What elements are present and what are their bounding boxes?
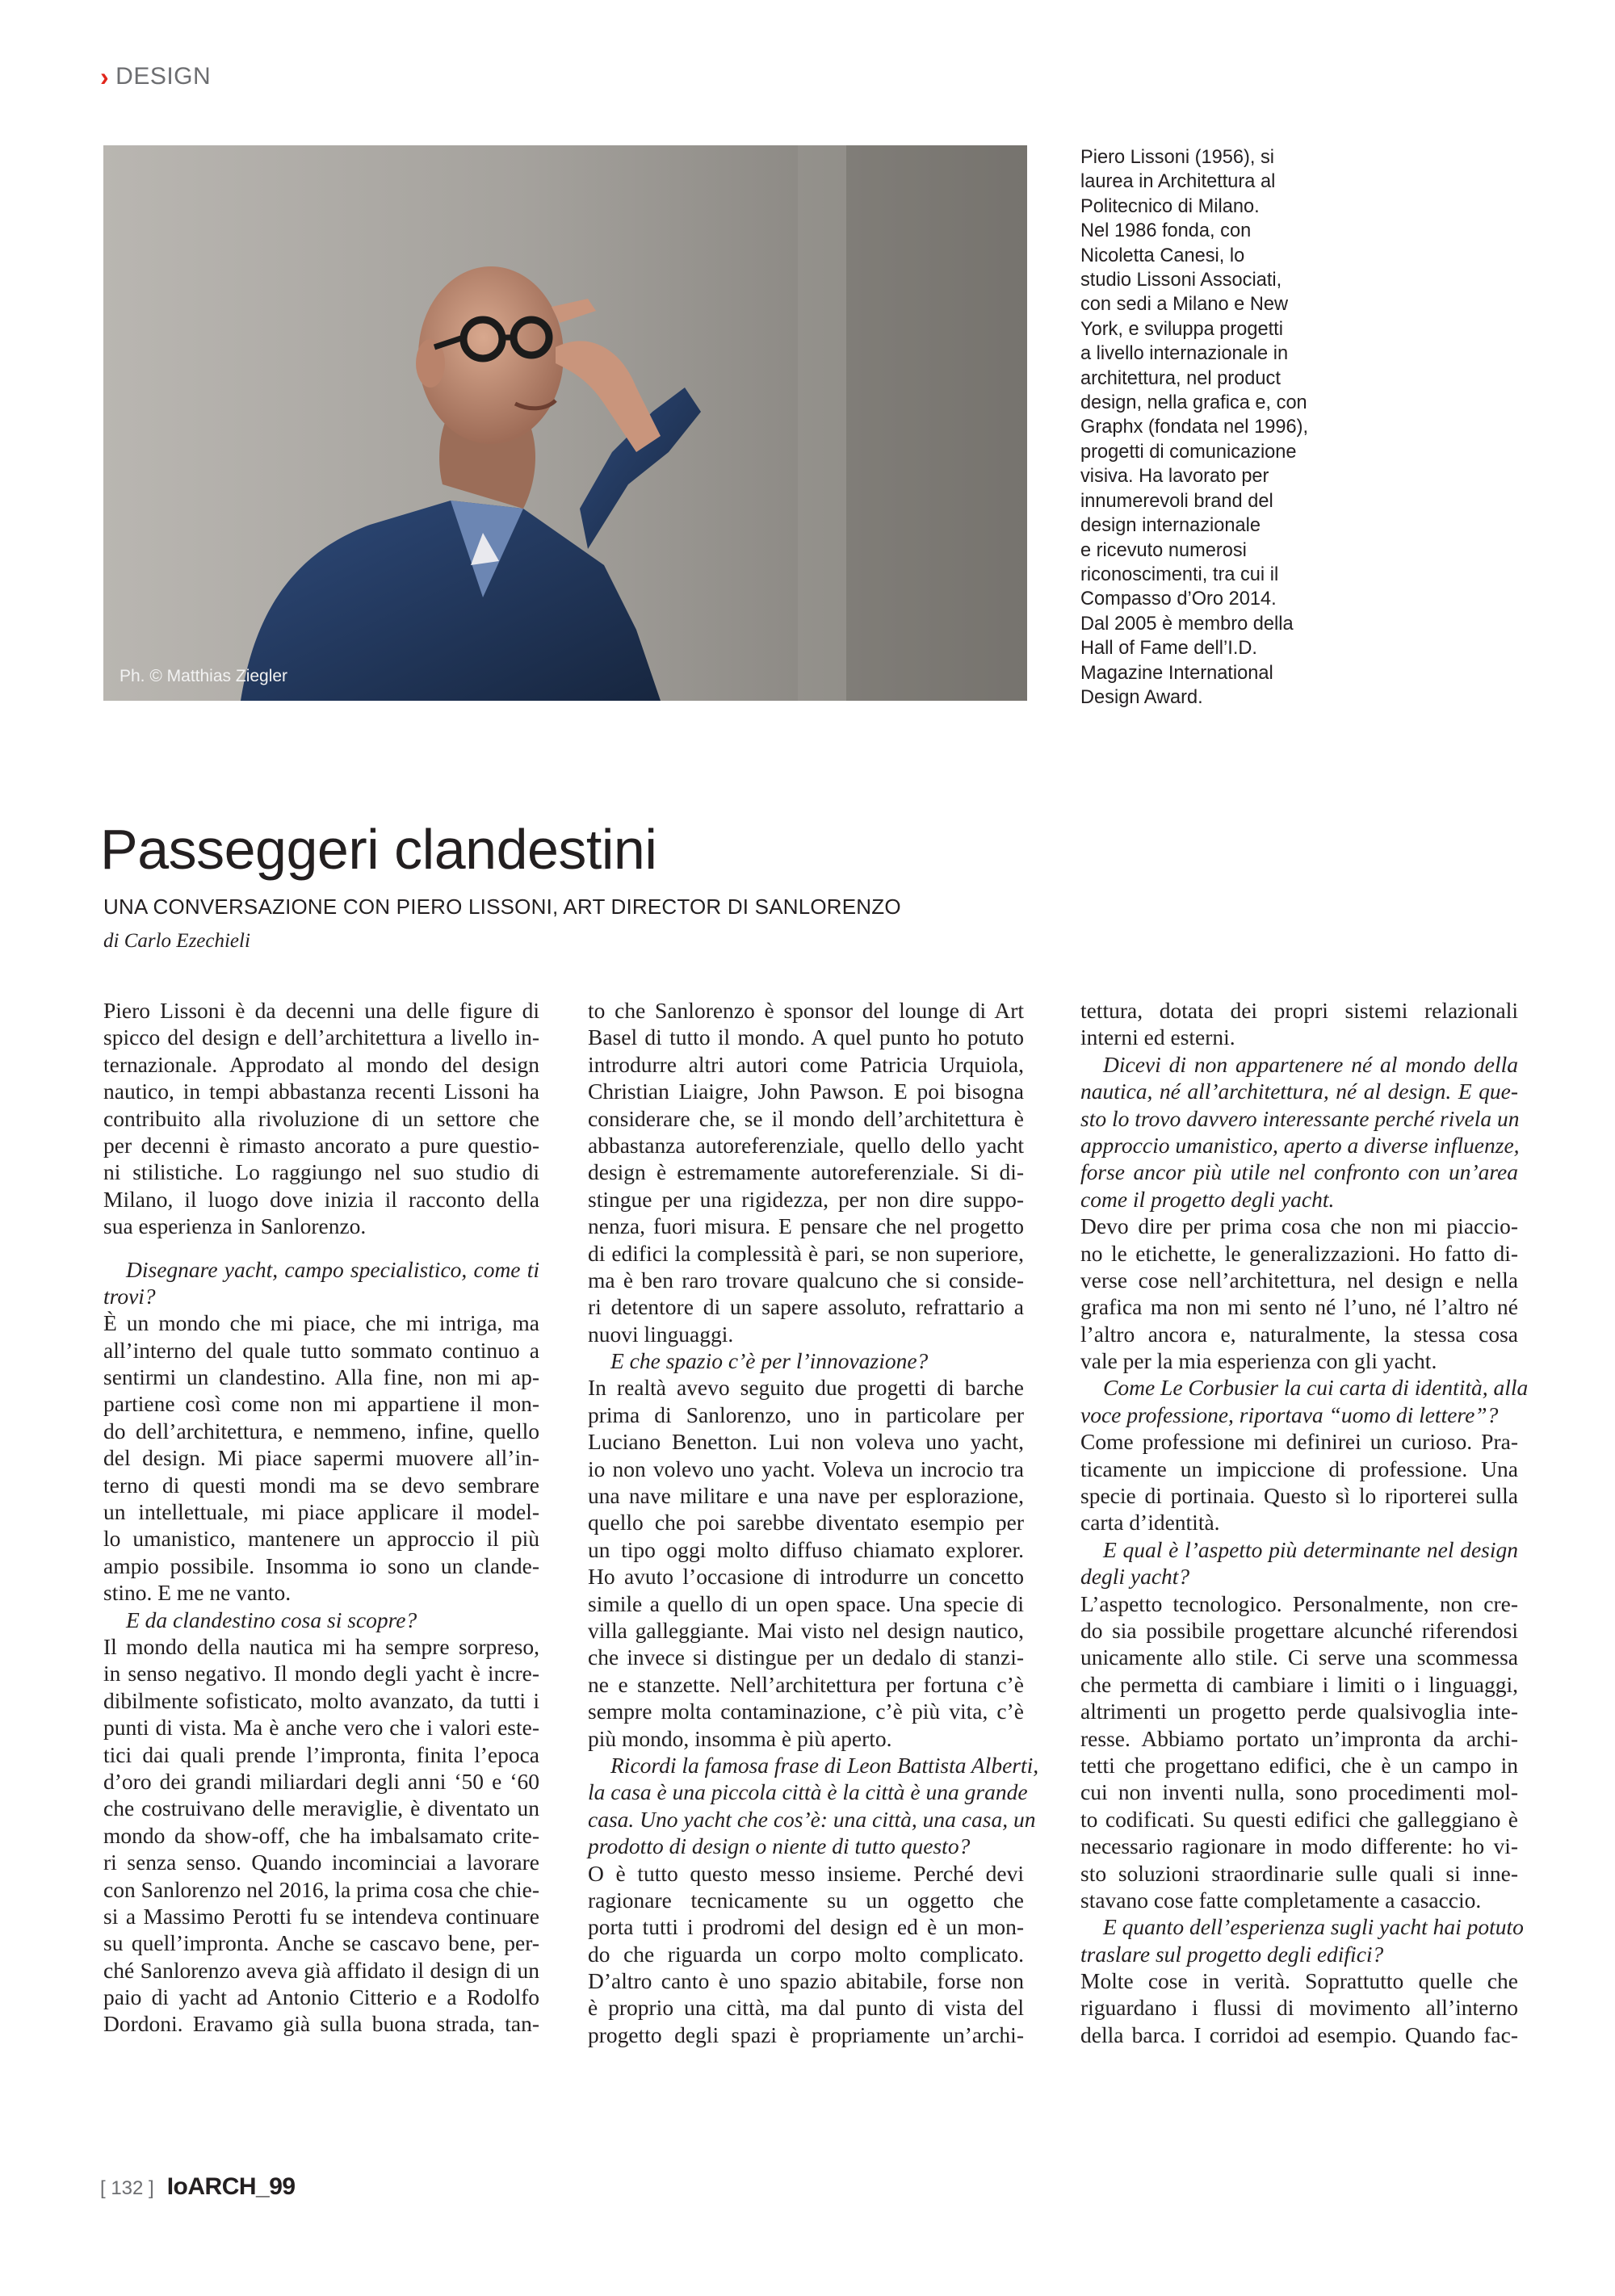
body-line: ampio possibile. Insomma io sono un clande- (103, 1552, 539, 1578)
question-line: voce professione, riportava “uomo di lettere”? (1080, 1401, 1499, 1427)
body-line: dibilmente sofisticato, molto avanzato, da tutti i (103, 1687, 539, 1713)
body-line: vale per la mia esperienza con gli yacht. (1080, 1348, 1437, 1374)
bio-line: Graphx (fondata nel 1996), (1080, 417, 1308, 438)
body-line: punti di vista. Ma è anche vero che i valori este- (103, 1715, 539, 1741)
body-line: di edifici la complessità è pari, se non superiore, (588, 1240, 1024, 1266)
body-line: do dell’architettura, e nemmeno, infine, quello (103, 1418, 539, 1443)
question-line: sto lo trovo davvero interessante perché rivela un (1080, 1105, 1520, 1131)
question-line: come il progetto degli yacht. (1080, 1186, 1335, 1212)
body-line: tettura, dotata dei propri sistemi relazionali (1080, 998, 1518, 1023)
body-line: ticamente un impiccione di professione. Una (1080, 1456, 1518, 1481)
bio-line: a livello internazionale in (1080, 343, 1289, 365)
body-line: Dordoni. Eravamo già sulla buona strada, tan- (103, 2011, 539, 2037)
bio-line: Design Award. (1080, 686, 1203, 708)
bio-line: Nel 1986 fonda, con (1080, 220, 1252, 242)
bio-line: laurea in Architettura al (1080, 171, 1276, 193)
question-line: E qual è l’aspetto più determinante nel design (1103, 1536, 1518, 1562)
text-column-2 (588, 997, 1039, 2048)
body-line: villa galleggiante. Mai visto nel design nautico, (588, 1617, 1024, 1643)
bio-line: visiva. Ha lavorato per (1080, 466, 1269, 488)
bio-line: Piero Lissoni (1956), si (1080, 147, 1274, 168)
question-line: approccio umanistico, aperto a diverse influenze, (1080, 1132, 1520, 1158)
text-column-1 (103, 997, 539, 2038)
body-line: to codificati. Su questi edifici che galleggiano è (1080, 1806, 1518, 1832)
section-label (100, 63, 211, 90)
body-line: quello che poi sarebbe diventato esempio per (588, 1510, 1024, 1536)
bio-line: design internazionale (1080, 515, 1261, 537)
body-line: tici dai quali prende l’impronta, finita l’epoca (103, 1741, 539, 1767)
question-line: traslare sul progetto degli edifici? (1080, 1941, 1384, 1967)
body-line: su quell’impronta. Anche se cascavo bene, per- (103, 1930, 539, 1956)
body-line: che invece si distingue per un dedalo di stanzi- (588, 1644, 1024, 1670)
bio-line: studio Lissoni Associati, (1080, 270, 1282, 291)
page-number: [ 132 ] (100, 2177, 154, 2199)
body-line: Basel di tutto il mondo. A quel punto ho potuto (588, 1024, 1024, 1050)
body-line: prima di Sanlorenzo, uno in particolare per (588, 1401, 1024, 1427)
bio-line: riconoscimenti, tra cui il (1080, 564, 1279, 585)
bio-line: Politecnico di Milano. (1080, 195, 1260, 217)
question-line: trovi? (103, 1283, 156, 1309)
body-line: d’oro dei grandi miliardari degli anni ‘50 e ‘60 (103, 1768, 539, 1794)
question-line: E da clandestino cosa si scopre? (126, 1607, 417, 1632)
bio-line: con sedi a Milano e New (1080, 294, 1289, 316)
body-line: considerare che, se il mondo dell’architettura è (588, 1105, 1024, 1131)
body-line: lo umanistico, mantenere un approccio il più (103, 1526, 539, 1552)
body-line: Come professione mi definirei un curioso. Pra- (1080, 1429, 1518, 1455)
body-line: L’aspetto tecnologico. Personalmente, non cre- (1080, 1590, 1518, 1616)
body-line: partiene così come non mi appartiene il mon- (103, 1391, 539, 1417)
body-line: terno di questi mondi ma se devo sembrare (103, 1472, 539, 1498)
body-line: io non volevo uno yacht. Voleva un incrocio tra (588, 1456, 1024, 1481)
bio-line: Nicoletta Canesi, lo (1080, 245, 1245, 266)
body-line: O è tutto questo messo insieme. Perché devi (588, 1860, 1024, 1886)
bio-line: Compasso d’Oro 2014. (1080, 589, 1277, 610)
body-line: stavano cose fatte completamente a casaccio. (1080, 1887, 1482, 1913)
bio-line: innumerevoli brand del (1080, 490, 1273, 512)
body-line: In realtà avevo seguito due progetti di barche (588, 1375, 1024, 1401)
body-line: grafica ma non mi sento né l’uno, né l’altro né (1080, 1294, 1518, 1320)
question-line: Dicevi di non appartenere né al mondo della (1103, 1051, 1518, 1077)
chevron-right-icon: › (100, 62, 110, 91)
body-line: riguardano i flussi di movimento all’interno (1080, 1995, 1518, 2021)
bio-line: e ricevuto numerosi (1080, 539, 1247, 561)
body-line: ni stilistiche. Lo raggiungo nel suo studio di (103, 1159, 539, 1185)
body-line: Il mondo della nautica mi ha sempre sorpreso, (103, 1633, 539, 1659)
body-line: l’altro ancora e, naturalmente, la stessa cosa (1080, 1321, 1518, 1347)
body-line: contribuito alla rivoluzione di un settore che (103, 1105, 539, 1131)
section-label-text: DESIGN (115, 63, 212, 90)
body-line: ché Sanlorenzo aveva già affidato il design di un (103, 1957, 539, 1983)
body-line: D’altro canto è uno spazio abitabile, forse non (588, 1968, 1024, 1994)
body-line: nuovi linguaggi. (588, 1321, 734, 1347)
body-line: ternazionale. Approdato al mondo del design (103, 1051, 539, 1077)
body-line: to che Sanlorenzo è sponsor del lounge di Art (588, 998, 1024, 1023)
body-line: necessario ragionare in modo differente: ho vi- (1080, 1833, 1518, 1859)
question-line: casa. Uno yacht che cos’è: una città, una casa, un (588, 1806, 1036, 1832)
body-line: nenza, fuori misura. E pensare che nel progetto (588, 1213, 1024, 1239)
body-line: cui non inventi nulla, sono procedimenti mol- (1080, 1779, 1518, 1805)
body-line: stino. E me ne vanto. (103, 1580, 292, 1606)
body-line: ri detentore di un sapere assoluto, refrattario a (588, 1294, 1024, 1320)
body-line: sempre molta contaminazione, c’è più vita, c’è (588, 1699, 1024, 1724)
portrait-illustration (103, 145, 1027, 701)
body-line: Christian Liaigre, John Pawson. E poi bisogna (588, 1079, 1024, 1104)
body-line: Molte cose in verità. Soprattutto quelle che (1080, 1968, 1518, 1994)
article-byline: di Carlo Ezechieli (103, 930, 250, 952)
page-footer (100, 2173, 296, 2201)
body-line: progetto degli spazi è propriamente un’archi- (588, 2022, 1024, 2047)
body-line: della barca. I corridoi ad esempio. Quando fac- (1080, 2022, 1518, 2047)
body-line: do sia possibile progettare alcunché riferendosi (1080, 1617, 1518, 1643)
portrait-photo (103, 145, 1027, 701)
bio-line: design, nella grafica e, con (1080, 392, 1307, 414)
question-line: prodotto di design o niente di tutto questo? (588, 1833, 971, 1859)
body-line: ri senza senso. Quando incominciai a lavorare (103, 1850, 539, 1875)
body-line: stingue per una rigidezza, per non dire suppo- (588, 1186, 1024, 1212)
body-line: all’interno del quale tutto sommato continuo a (103, 1337, 539, 1363)
body-line: abbastanza autoreferenziale, quello dello yacht (588, 1132, 1024, 1158)
body-line: Milano, il luogo dove inizia il racconto della (103, 1186, 539, 1212)
body-line: più mondo, insomma è più aperto. (588, 1725, 892, 1751)
body-line: che costruivano delle meraviglie, è diventato un (103, 1795, 539, 1821)
photo-credit: Ph. © Matthias Ziegler (120, 667, 288, 685)
bio-line: Hall of Fame dell’I.D. (1080, 638, 1257, 660)
body-line: un intellettuale, mi piace applicare il model- (103, 1499, 539, 1525)
body-line: ne e stanzette. Nell’architettura per fortuna c’è (588, 1671, 1024, 1697)
question-line: E quanto dell’esperienza sugli yacht hai potuto (1103, 1914, 1524, 1940)
body-line: un tipo oggi molto diffuso chiamato explorer. (588, 1536, 1024, 1562)
body-line: simile a quello di un open space. Una specie di (588, 1590, 1024, 1616)
body-line: è proprio una città, ma dal punto di vista del (588, 1995, 1024, 2021)
body-line: interni ed esterni. (1080, 1024, 1235, 1050)
text-column-3 (1080, 997, 1529, 2048)
body-line: sentirmi un clandestino. Alla fine, non mi ap- (103, 1364, 539, 1390)
body-line: unicamente allo stile. Ci serve una scommessa (1080, 1644, 1518, 1670)
body-line: resse. Abbiamo portato un’impronta da archi- (1080, 1725, 1518, 1751)
body-line: spicco del design e dell’architettura a livello in- (103, 1024, 539, 1050)
body-line: porta tutti i prodromi del design ed è un mon- (588, 1914, 1024, 1940)
body-line: no le etichette, le generalizzazioni. Ho fatto di- (1080, 1240, 1518, 1266)
question-line: forse ancor più utile nel confronto con un’area (1080, 1159, 1518, 1185)
magazine-issue: IoARCH_99 (166, 2173, 296, 2200)
body-line: tetti che progettano edifici, che è un campo in (1080, 1752, 1518, 1778)
body-line: si a Massimo Perotti fu se intendeva continuare (103, 1903, 539, 1929)
question-line: nautica, né all’architettura, né al design. E que- (1080, 1079, 1518, 1104)
body-line: ma è ben raro trovare qualcuno che si conside- (588, 1267, 1024, 1293)
question-line: Come Le Corbusier la cui carta di identità, alla (1103, 1375, 1529, 1401)
body-line: sto soluzioni straordinarie sulle quali si inne- (1080, 1860, 1518, 1886)
question-line: degli yacht? (1080, 1564, 1190, 1590)
bio-line: progetti di comunicazione (1080, 441, 1297, 463)
author-bio (1080, 145, 1339, 710)
body-line: Devo dire per prima cosa che non mi piaccio- (1080, 1213, 1518, 1239)
body-line: paio di yacht ad Antonio Citterio e a Rodolfo (103, 1984, 539, 2010)
body-line (103, 1240, 539, 1256)
body-line: È un mondo che mi piace, che mi intriga, ma (103, 1310, 539, 1336)
body-line: do che riguarda un corpo molto complicato. (588, 1941, 1024, 1967)
body-line: che permetta di cambiare i limiti o i linguaggi, (1080, 1671, 1518, 1697)
body-line: verse cose nell’architettura, nel design e nella (1080, 1267, 1518, 1293)
body-line: sua esperienza in Sanlorenzo. (103, 1213, 367, 1239)
article-subtitle: UNA CONVERSAZIONE CON PIERO LISSONI, ART DIRECTOR DI SANLORENZO (103, 895, 901, 919)
question-line: Ricordi la famosa frase di Leon Battista Alberti, (610, 1752, 1039, 1778)
body-line: una nave militare e una nave per esplorazione, (588, 1483, 1024, 1509)
body-line: specie di portinaia. Questo sì lo riporterei sulla (1080, 1483, 1518, 1509)
bio-line: York, e sviluppa progetti (1080, 318, 1283, 340)
body-line: Ho avuto l’occasione di introdurre un concetto (588, 1564, 1024, 1590)
body-line: design è estremamente autoreferenziale. Si di- (588, 1159, 1024, 1185)
body-line: introdurre altri autori come Patricia Urquiola, (588, 1051, 1024, 1077)
article-title: Passeggeri clandestini (100, 818, 657, 881)
bio-line: architettura, nel product (1080, 367, 1281, 389)
body-line: mondo da show-off, che ha imbalsamato crite- (103, 1822, 539, 1848)
bio-line: Dal 2005 è membro della (1080, 613, 1294, 635)
body-line: ragionare tecnicamente su un oggetto che (588, 1887, 1024, 1913)
question-line: Disegnare yacht, campo specialistico, come ti (126, 1256, 539, 1282)
body-line: Luciano Benetton. Lui non voleva uno yacht, (588, 1429, 1024, 1455)
question-line: E che spazio c’è per l’innovazione? (610, 1348, 929, 1374)
body-line: per decenni è rimasto ancorato a pure questio- (103, 1132, 539, 1158)
body-line: Piero Lissoni è da decenni una delle figure di (103, 998, 539, 1023)
body-line: in senso negativo. Il mondo degli yacht è incre- (103, 1661, 539, 1686)
body-line: con Sanlorenzo nel 2016, la prima cosa che chie- (103, 1876, 539, 1902)
body-line: nautico, in tempi abbastanza recenti Lissoni ha (103, 1079, 539, 1104)
body-line: carta d’identità. (1080, 1510, 1220, 1536)
body-line: del design. Mi piace sapermi muovere all’in- (103, 1445, 539, 1471)
question-line: la casa è una piccola città è la città è una grande (588, 1779, 1028, 1805)
body-line: altrimenti un progetto perde qualsivoglia inte- (1080, 1699, 1518, 1724)
bio-line: Magazine International (1080, 662, 1273, 684)
